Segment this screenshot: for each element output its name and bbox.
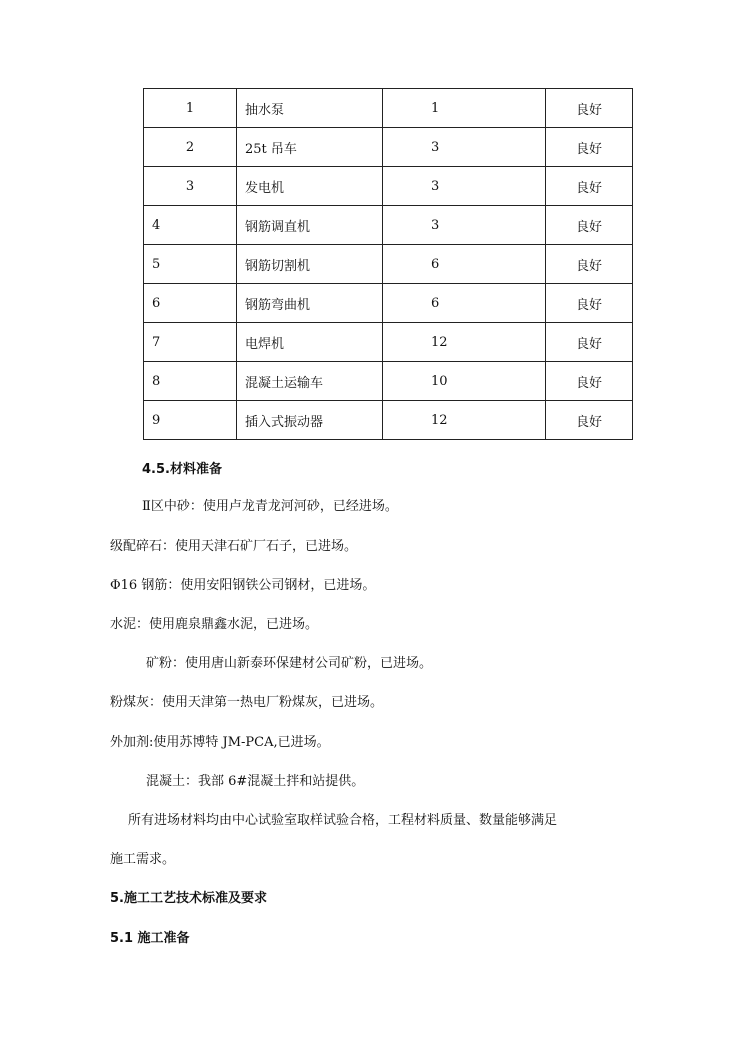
equipment-name: 钢筋弯曲机 [237,284,383,323]
row-number: 2 [144,128,237,167]
material-item-rebar: Φ16 钢筋：使用安阳钢铁公司钢材，已进场。 [110,578,376,593]
equipment-condition: 良好 [546,167,633,206]
row-number: 8 [144,362,237,401]
equipment-quantity: 3 [383,128,546,167]
equipment-name: 抽水泵 [237,89,383,128]
equipment-condition: 良好 [546,245,633,284]
table-row [144,128,633,167]
equipment-quantity: 10 [383,362,546,401]
row-number: 1 [144,89,237,128]
equipment-condition: 良好 [546,401,633,440]
equipment-name: 混凝土运输车 [237,362,383,401]
equipment-condition: 良好 [546,128,633,167]
section-heading-5-1: 5.1 施工准备 [110,931,190,946]
table-row [144,167,633,206]
equipment-condition: 良好 [546,206,633,245]
row-number: 9 [144,401,237,440]
equipment-quantity: 6 [383,284,546,323]
material-item-cement: 水泥：使用鹿泉鼎鑫水泥，已进场。 [110,617,319,632]
equipment-name: 电焊机 [237,323,383,362]
table-row [144,206,633,245]
equipment-quantity: 3 [383,206,546,245]
equipment-name: 钢筋切割机 [237,245,383,284]
row-number: 4 [144,206,237,245]
equipment-name: 钢筋调直机 [237,206,383,245]
table-row [144,245,633,284]
table-row [144,284,633,323]
equipment-name: 25t 吊车 [237,128,383,167]
equipment-quantity: 1 [383,89,546,128]
equipment-quantity: 12 [383,323,546,362]
table-row [144,89,633,128]
equipment-condition: 良好 [546,323,633,362]
equipment-condition: 良好 [546,284,633,323]
row-number: 6 [144,284,237,323]
equipment-quantity: 12 [383,401,546,440]
material-item-slag-powder: 矿粉：使用唐山新泰环保建材公司矿粉，已进场。 [146,656,433,671]
equipment-condition: 良好 [546,362,633,401]
row-number: 3 [144,167,237,206]
section-heading-5: 5.施工工艺技术标准及要求 [110,891,267,906]
summary-paragraph-line-1: 所有进场材料均由中心试验室取样试验合格，工程材料质量、数量能够满足 [128,813,558,828]
row-number: 7 [144,323,237,362]
table-row [144,401,633,440]
section-heading-4-5: 4.5.材料准备 [142,462,222,477]
table-row [144,323,633,362]
equipment-table [143,88,633,440]
summary-paragraph-line-2: 施工需求。 [110,852,176,867]
row-number: 5 [144,245,237,284]
table-row [144,362,633,401]
equipment-quantity: 3 [383,167,546,206]
material-item-concrete: 混凝土：我部 6#混凝土拌和站提供。 [146,774,365,789]
material-item-fly-ash: 粉煤灰：使用天津第一热电厂粉煤灰，已进场。 [110,695,384,710]
material-item-gravel: 级配碎石：使用天津石矿厂石子，已进场。 [110,539,358,554]
equipment-name: 插入式振动器 [237,401,383,440]
material-item-admixture: 外加剂:使用苏博特 JM-PCA,已进场。 [110,735,330,750]
material-item-sand: Ⅱ区中砂：使用卢龙青龙河河砂，已经进场。 [142,499,398,514]
equipment-quantity: 6 [383,245,546,284]
equipment-name: 发电机 [237,167,383,206]
equipment-condition: 良好 [546,89,633,128]
